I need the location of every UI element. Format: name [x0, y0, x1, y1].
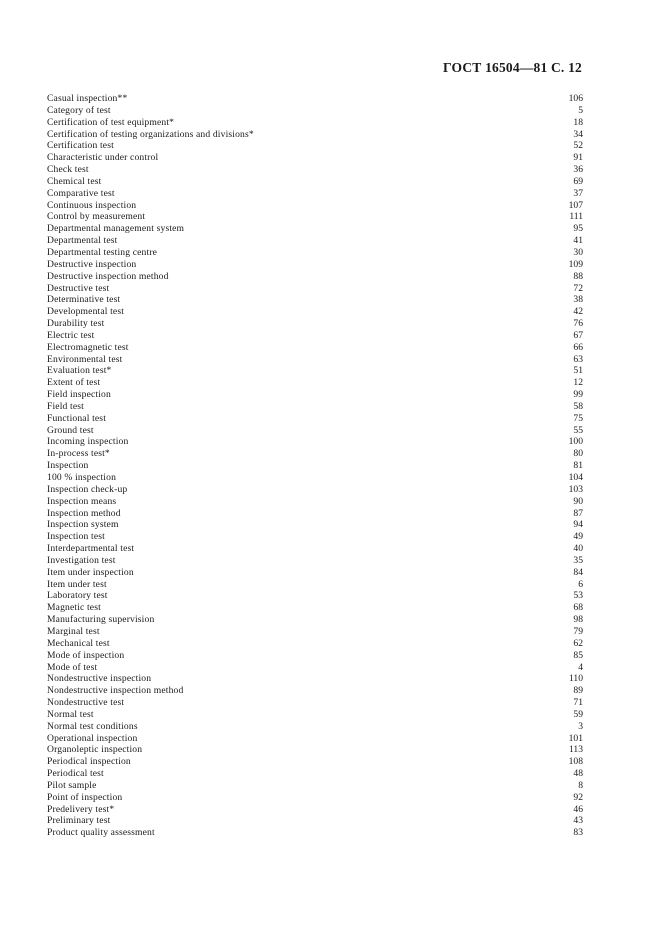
index-term: Evaluation test* — [47, 365, 112, 377]
index-entry — [47, 602, 583, 614]
index-term-number: 41 — [573, 235, 583, 247]
index-term: Ground test — [47, 424, 94, 436]
index-term-number: 42 — [573, 306, 583, 318]
index-entry — [47, 188, 583, 200]
index-term: Determinative test — [47, 294, 121, 306]
index-term: Certification test — [47, 140, 114, 152]
index-term-number: 80 — [573, 448, 583, 460]
index-entry — [47, 685, 583, 697]
index-entry — [47, 531, 583, 543]
index-term-number: 59 — [573, 708, 583, 720]
index-term: Inspection method — [47, 507, 121, 519]
index-term: Nondestructive test — [47, 697, 125, 709]
index-term-number: 95 — [573, 223, 583, 235]
index-term-number: 87 — [573, 507, 583, 519]
index-term: Inspection means — [47, 495, 117, 507]
index-entry — [47, 271, 583, 283]
index-term-number: 35 — [573, 554, 583, 566]
index-term: Interdepartmental test — [47, 543, 135, 555]
index-term-number: 58 — [573, 400, 583, 412]
index-term-number: 106 — [568, 93, 583, 104]
index-term: Destructive inspection — [47, 258, 137, 270]
index-entry — [47, 211, 583, 223]
index-term: Nondestructive inspection — [47, 673, 152, 685]
index-term-number: 113 — [568, 744, 583, 756]
index-entry — [47, 342, 583, 354]
index-term: Periodical inspection — [47, 756, 131, 768]
index-term: Durability test — [47, 318, 105, 330]
index-term-number: 85 — [573, 649, 583, 661]
index-term-number: 6 — [578, 578, 583, 590]
index-term-number: 52 — [573, 140, 583, 152]
index-entry — [47, 247, 583, 259]
index-entry — [47, 164, 583, 176]
index-term-number: 51 — [573, 365, 583, 377]
index-term: Electric test — [47, 329, 95, 341]
index-term: Operational inspection — [47, 732, 138, 744]
index-entry — [47, 318, 583, 330]
index-entry — [47, 590, 583, 602]
index-term-number: 107 — [568, 199, 583, 211]
index-term-number: 49 — [573, 531, 583, 543]
index-entry — [47, 697, 583, 709]
index-term: Preliminary test — [47, 815, 111, 827]
index-term-number: 62 — [573, 637, 583, 649]
index-term: Environmental test — [47, 353, 123, 365]
index-term: Functional test — [47, 412, 107, 424]
index-entry — [47, 401, 583, 413]
index-term: Product quality assessment — [47, 827, 155, 839]
index-term: Continuous inspection — [47, 199, 137, 211]
index-term-number: 63 — [573, 353, 583, 365]
index-term-number: 53 — [573, 590, 583, 602]
index-term: Marginal test — [47, 625, 100, 637]
index-term-number: 67 — [573, 329, 583, 341]
index-entry — [47, 365, 583, 377]
index-term: Certification of test equipment* — [47, 116, 175, 128]
index-term: Destructive inspection method — [47, 270, 169, 282]
index-entry — [47, 140, 583, 152]
index-term-number: 34 — [573, 128, 583, 140]
index-entry — [47, 567, 583, 579]
index-entry — [47, 721, 583, 733]
index-term-number: 4 — [578, 661, 583, 673]
index-term-number: 89 — [573, 685, 583, 697]
index-term-number: 55 — [573, 424, 583, 436]
index-term-number: 109 — [568, 258, 583, 270]
index-term: Predelivery test* — [47, 803, 115, 815]
index-term: Organoleptic inspection — [47, 744, 143, 756]
index-entry — [47, 294, 583, 306]
index-term: Mode of inspection — [47, 649, 125, 661]
index-entry — [47, 330, 583, 342]
index-entry — [47, 780, 583, 792]
index-term: Inspection test — [47, 531, 105, 543]
index-term-number: 71 — [573, 697, 583, 709]
index-term-number: 91 — [573, 152, 583, 164]
index-entry — [47, 413, 583, 425]
index-term-number: 30 — [573, 246, 583, 258]
index-entry — [47, 306, 583, 318]
index-term-number: 111 — [569, 211, 583, 223]
index-term-number: 92 — [573, 791, 583, 803]
index-term: Investigation test — [47, 554, 116, 566]
index-term: Inspection check-up — [47, 483, 128, 495]
index-entry — [47, 662, 583, 674]
index-term: Characteristic under control — [47, 152, 159, 164]
index-entry — [47, 815, 583, 827]
index-term: Developmental test — [47, 306, 125, 318]
index-term: Field test — [47, 400, 84, 412]
index-entry — [47, 235, 583, 247]
index-term: Chemical test — [47, 175, 102, 187]
index-term-number: 98 — [573, 614, 583, 626]
index-term: 100 % inspection — [47, 472, 117, 483]
index-term: Inspection system — [47, 519, 119, 531]
index-term-number: 40 — [573, 543, 583, 555]
index-entry — [47, 223, 583, 235]
index-term: In-process test* — [47, 448, 110, 460]
index-term: Inspection — [47, 460, 89, 472]
index-term: Control by measurement — [47, 211, 146, 223]
index-term-number: 90 — [573, 495, 583, 507]
index-entry — [47, 508, 583, 520]
index-entry — [47, 259, 583, 271]
index-term: Mode of test — [47, 661, 98, 673]
index-term: Extent of test — [47, 377, 101, 389]
index-entry — [47, 579, 583, 591]
term-index-list — [47, 93, 583, 839]
index-entry — [47, 354, 583, 366]
index-entry — [47, 389, 583, 401]
index-entry — [47, 436, 583, 448]
index-term: Field inspection — [47, 389, 111, 401]
index-term-number: 83 — [573, 827, 583, 839]
index-term: Manufacturing supervision — [47, 614, 155, 626]
index-term-number: 43 — [573, 815, 583, 827]
index-term-number: 48 — [573, 768, 583, 780]
index-entry — [47, 496, 583, 508]
index-entry — [47, 827, 583, 839]
index-entry — [47, 756, 583, 768]
index-term: Departmental test — [47, 235, 118, 247]
index-entry — [47, 768, 583, 780]
index-term-number: 12 — [573, 377, 583, 389]
index-entry — [47, 425, 583, 437]
index-term-number: 88 — [573, 270, 583, 282]
index-term: Periodical test — [47, 768, 104, 780]
index-entry — [47, 650, 583, 662]
index-entry — [47, 709, 583, 721]
index-term: Point of inspection — [47, 791, 123, 803]
index-term: Category of test — [47, 104, 111, 116]
index-entry — [47, 744, 583, 756]
index-term: Magnetic test — [47, 602, 101, 614]
index-entry — [47, 176, 583, 188]
index-term-number: 37 — [573, 187, 583, 199]
index-term-number: 81 — [573, 460, 583, 472]
index-term: Departmental testing centre — [47, 246, 158, 258]
index-term: Incoming inspection — [47, 436, 129, 448]
index-term-number: 5 — [578, 104, 583, 116]
index-entry — [47, 152, 583, 164]
index-term: Electromagnetic test — [47, 341, 129, 353]
page-header: ГОСТ 16504—81 С. 12 — [443, 60, 582, 75]
index-term-number: 94 — [573, 519, 583, 531]
index-entry — [47, 519, 583, 531]
index-entry — [47, 283, 583, 295]
index-entry — [47, 377, 583, 389]
index-term-number: 38 — [573, 294, 583, 306]
index-term-number: 110 — [568, 673, 583, 685]
index-entry — [47, 448, 583, 460]
index-term-number: 79 — [573, 625, 583, 637]
index-entry — [47, 117, 583, 129]
index-term-number: 108 — [568, 756, 583, 768]
index-term: Destructive test — [47, 282, 110, 294]
index-term: Departmental management system — [47, 223, 185, 235]
index-entry — [47, 105, 583, 117]
index-term: Nondestructive inspection method — [47, 685, 184, 697]
index-entry — [47, 543, 583, 555]
index-entry — [47, 555, 583, 567]
index-term: Comparative test — [47, 187, 115, 199]
index-entry — [47, 626, 583, 638]
index-term-number: 101 — [568, 732, 583, 744]
index-term: Normal test conditions — [47, 720, 138, 732]
index-term: Casual inspection** — [47, 93, 128, 104]
index-entry — [47, 733, 583, 745]
index-entry — [47, 484, 583, 496]
index-term-number: 75 — [573, 412, 583, 424]
index-term-number: 100 — [568, 436, 583, 448]
index-term-number: 36 — [573, 164, 583, 176]
index-entry — [47, 673, 583, 685]
index-term-number: 76 — [573, 318, 583, 330]
index-term-number: 46 — [573, 803, 583, 815]
index-term-number: 69 — [573, 175, 583, 187]
index-entry — [47, 614, 583, 626]
index-entry — [47, 200, 583, 212]
index-term: Laboratory test — [47, 590, 108, 602]
index-term: Normal test — [47, 708, 94, 720]
index-term-number: 66 — [573, 341, 583, 353]
index-term-number: 18 — [573, 116, 583, 128]
index-term: Pilot sample — [47, 779, 97, 791]
index-entry — [47, 638, 583, 650]
index-entry — [47, 472, 583, 484]
index-term-number: 84 — [573, 566, 583, 578]
index-term: Check test — [47, 164, 89, 176]
index-term-number: 8 — [578, 779, 583, 791]
index-entry — [47, 804, 583, 816]
index-term-number: 3 — [578, 720, 583, 732]
index-term-number: 72 — [573, 282, 583, 294]
index-term-number: 103 — [568, 483, 583, 495]
index-term-number: 104 — [568, 472, 583, 483]
index-entry — [47, 93, 583, 105]
index-term: Item under inspection — [47, 566, 134, 578]
index-entry — [47, 460, 583, 472]
index-entry — [47, 792, 583, 804]
index-term-number: 99 — [573, 389, 583, 401]
index-term-number: 68 — [573, 602, 583, 614]
index-term: Item under test — [47, 578, 107, 590]
index-term: Mechanical test — [47, 637, 110, 649]
index-entry — [47, 129, 583, 141]
index-term: Certification of testing organizations and divisions* — [47, 128, 254, 140]
